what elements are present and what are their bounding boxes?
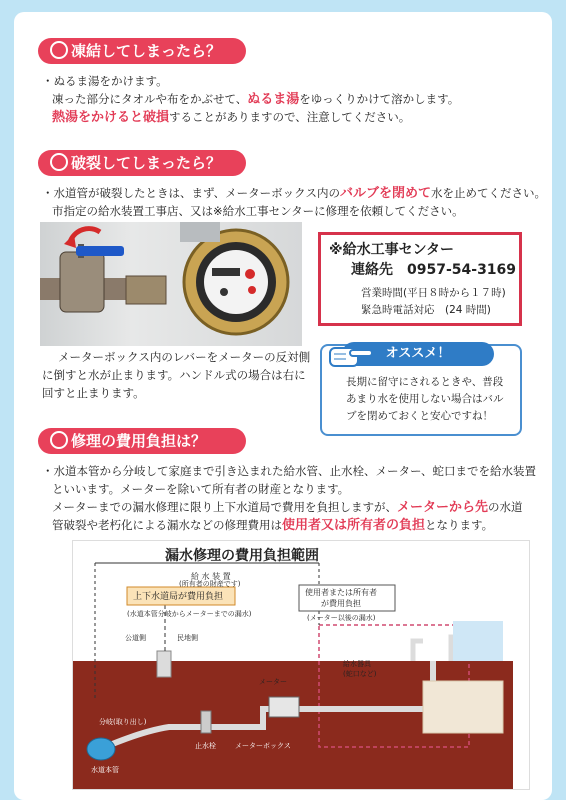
diagram-private: 民地側 xyxy=(177,634,198,642)
photo-caption-2: に倒すと水が止まります。ハンドル式の場合は右に xyxy=(42,368,306,382)
diagram-public: 公道側 xyxy=(125,634,146,642)
meter-box-shape xyxy=(269,697,299,717)
stopcock-valve xyxy=(201,711,211,733)
faucet-left xyxy=(413,641,423,661)
diagram-fixture-1: 給水器具 xyxy=(343,660,371,668)
freeze-line3: 熱湯をかけると破損することがありますので、注意してください。 xyxy=(52,110,411,125)
diagram-meterbox: メーターボックス xyxy=(235,742,291,750)
cost-diagram xyxy=(72,540,530,790)
diagram-supply-sub: (所有者の財産です) xyxy=(179,580,241,588)
burst-line2: 市指定の給水装置工事店、又は※給水工事センターに修理を依頼してください。 xyxy=(52,204,464,218)
circle-mark-icon xyxy=(50,41,68,59)
circle-mark-icon xyxy=(50,153,68,171)
contact-emergency: 緊急時電話対応 (24 時間) xyxy=(361,304,491,316)
recommend-line1: 長期に留守にされるときや、普段 xyxy=(346,376,504,388)
photo-caption-3: 回すと止まります。 xyxy=(42,386,145,400)
diagram-meter: メーター xyxy=(259,678,287,686)
diagram-svg xyxy=(73,541,529,789)
diagram-bureau: 上下水道局が費用負担 xyxy=(133,592,224,602)
diagram-branch: 分岐(取り出し) xyxy=(99,718,147,726)
freeze-line1: ・ぬるま湯をかけます。 xyxy=(42,74,168,88)
diagram-user-2: が費用負担 xyxy=(321,599,361,608)
section-title-burst: 破裂してしまったら？ xyxy=(38,150,246,176)
burst-line1: ・水道管が破裂したときは、まず、メーターボックス内のバルブを閉めて水を止めてください。 xyxy=(42,186,546,201)
bathroom-illustration xyxy=(453,621,503,661)
contact-phone-row: 連絡先 0957-54-3169 xyxy=(351,262,517,278)
water-meter-illustration xyxy=(40,222,302,346)
diagram-bureau-sub: (水道本管分岐からメーターまでの漏水) xyxy=(127,610,252,618)
photo-caption-1: メーターボックス内のレバーをメーターの反対側 xyxy=(58,350,311,364)
diagram-main: 水道本管 xyxy=(91,766,119,774)
contact-hours: 営業時間(平日８時から１７時) xyxy=(361,287,506,299)
diagram-stopcock: 止水栓 xyxy=(195,742,216,750)
meter-photo xyxy=(40,222,302,346)
diagram-user-sub: (メーター以後の漏水) xyxy=(307,614,376,622)
kitchen-illustration xyxy=(423,681,503,733)
section-title-cost: 修理の費用負担は？ xyxy=(38,428,246,454)
recommend-line3: ブを閉めておくと安心ですね！ xyxy=(346,410,493,422)
stopcock-box xyxy=(157,651,171,677)
contact-box xyxy=(318,232,522,326)
diagram-user-1: 使用者または所有者 xyxy=(305,588,377,597)
recommend-title: オススメ！ xyxy=(342,342,494,366)
contact-title: ※給水工事センター xyxy=(329,242,455,258)
recommend-line2: あまり水を使用しない場合はバル xyxy=(346,393,504,405)
diagram-supply: 給 水 装 置 xyxy=(191,572,231,581)
diagram-fixture-2: (蛇口など) xyxy=(343,670,377,678)
water-main xyxy=(87,738,115,760)
cost-line3: メーターまでの漏水修理に限り上下水道局で費用を負担しますが、メーターから先の水道 xyxy=(52,500,523,515)
diagram-title: 漏水修理の費用負担範囲 xyxy=(165,548,319,564)
circle-mark-icon xyxy=(50,431,68,449)
cost-line2: といいます。メーターを除いて所有者の財産となります。 xyxy=(52,482,350,496)
pointing-hand-icon xyxy=(326,338,376,372)
section-title-freeze: 凍結してしまったら？ xyxy=(38,38,246,64)
freeze-line2: 凍った部分にタオルや布をかぶせて、ぬるま湯をゆっくりかけて溶かします。 xyxy=(52,92,460,107)
cost-line4: 管破裂や老朽化による漏水などの修理費用は使用者又は所有者の負担となります。 xyxy=(52,518,494,533)
cost-line1: ・水道本管から分岐して家庭まで引き込まれた給水管、止水栓、メーター、蛇口までを給水装置 xyxy=(42,464,537,478)
